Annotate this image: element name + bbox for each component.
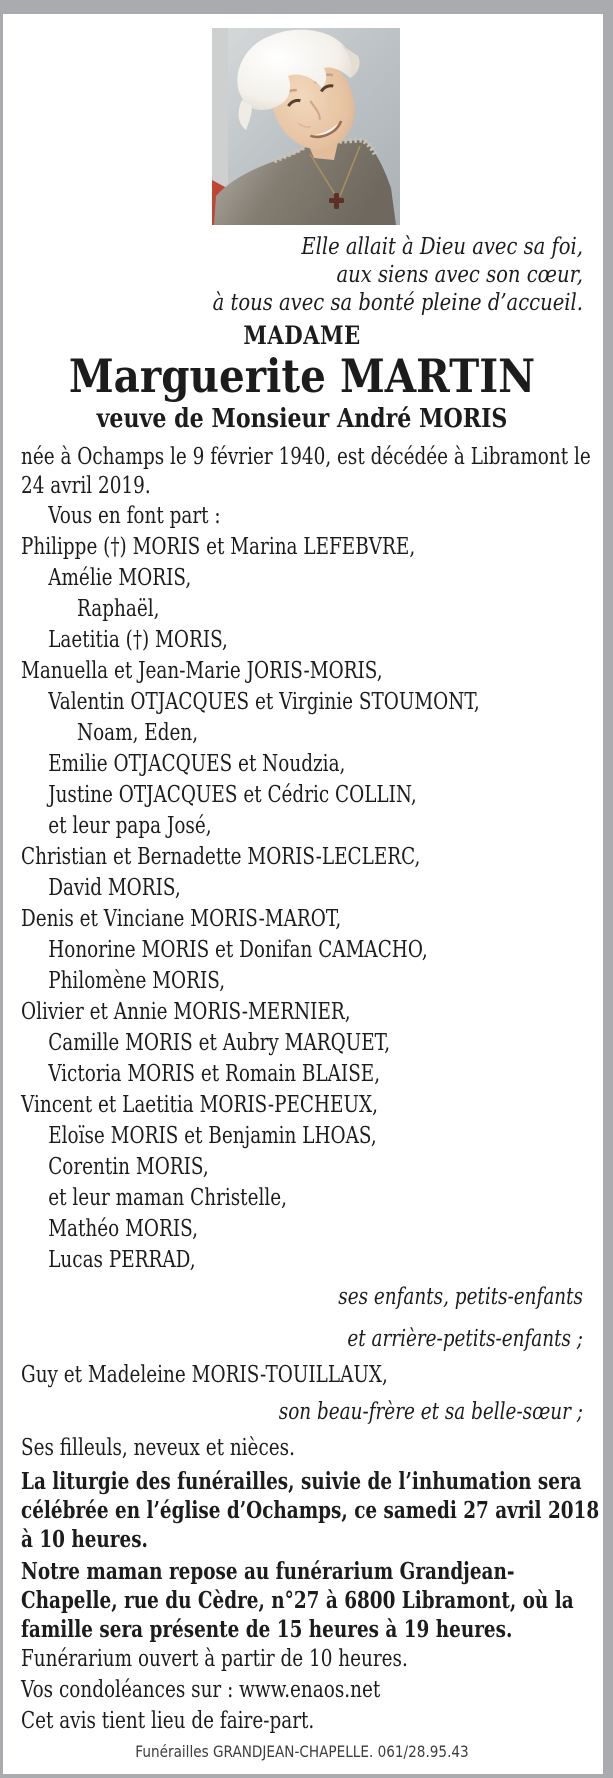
funeral-home-footer: Funérailles GRANDJEAN-CHAPELLE. 061/28.95.43 [135,1742,469,1761]
family-row: et leur maman Christelle, [48,1185,287,1211]
family-row: Emilie OTJACQUES et Noudzia, [48,751,346,777]
family-row: Denis et Vinciane MORIS-MAROT, [21,906,342,932]
ceremony-paragraph [21,1467,600,1554]
birth-death-line: 24 avril 2019. [21,473,151,499]
ceremony-line: célébrée en l’église d’Ochamps, ce samedi 27 avril 2018 [21,1497,600,1524]
family-list [21,501,583,1464]
repose-line: famille sera présente de 15 heures à 19 heures. [21,1616,513,1643]
ceremony-line: La liturgie des funérailles, suivie de l’inhumation sera [21,1468,582,1495]
family-row: Valentin OTJACQUES et Virginie STOUMONT, [48,689,480,715]
family-row: Olivier et Annie MORIS-MERNIER, [21,999,351,1025]
family-row: et leur papa José, [48,813,212,839]
family-row: Ses filleuls, neveux et nièces. [21,1435,295,1461]
epitaph-quote [21,233,583,317]
family-row: Raphaël, [77,596,160,622]
family-row: Corentin MORIS, [48,1154,209,1180]
repose-line: Notre maman repose au funérarium Grandjean- [21,1558,515,1585]
family-row: Lucas PERRAD, [48,1247,196,1273]
family-row: Philomène MORIS, [48,968,226,994]
birth-death-paragraph [21,443,591,501]
family-row: Vincent et Laetitia MORIS-PECHEUX, [21,1092,378,1118]
portrait-photo [212,28,400,225]
family-row: Eloïse MORIS et Benjamin LHOAS, [48,1123,377,1149]
honorific-label: MADAME [243,321,361,350]
repose-paragraph [21,1557,583,1644]
closing-line: Cet avis tient lieu de faire-part. [21,1708,315,1734]
birth-death-line: née à Ochamps le 9 février 1940, est décédée à Libramont le [21,444,591,470]
family-row: et arrière-petits-enfants ; [347,1326,583,1352]
family-row: Mathéo MORIS, [48,1216,198,1242]
family-row: Manuella et Jean-Marie JORIS-MORIS, [21,658,383,684]
family-row: Noam, Eden, [77,720,199,746]
family-row: David MORIS, [48,875,181,901]
notice-card [3,14,603,1774]
closing-line: Vos condoléances sur : www.enaos.net [21,1677,381,1703]
family-row: Philippe (†) MORIS et Marina LEFEBVRE, [21,534,416,560]
ceremony-line: à 10 heures. [21,1526,148,1553]
epitaph-line: à tous avec sa bonté pleine d’accueil. [212,290,583,316]
epitaph-line: Elle allait à Dieu avec sa foi, [301,234,583,260]
family-row: Honorine MORIS et Donifan CAMACHO, [48,937,428,963]
deceased-name: Marguerite MARTIN [68,349,536,403]
family-row: Vous en font part : [48,503,221,529]
family-row: Amélie MORIS, [48,565,192,591]
closing-line: Funérarium ouvert à partir de 10 heures. [21,1646,408,1672]
portrait-illustration [212,28,400,225]
family-row: son beau-frère et sa belle-sœur ; [278,1399,583,1425]
family-row: Christian et Bernadette MORIS-LECLERC, [21,844,421,870]
family-row: Victoria MORIS et Romain BLAISE, [48,1061,381,1087]
family-row: ses enfants, petits-enfants [338,1284,583,1310]
family-row: Camille MORIS et Aubry MARQUET, [48,1030,391,1056]
closing-lines [21,1644,583,1737]
family-row: Guy et Madeleine MORIS-TOUILLAUX, [21,1362,388,1388]
family-row: Justine OTJACQUES et Cédric COLLIN, [48,782,417,808]
family-row: Laetitia (†) MORIS, [48,627,228,653]
repose-line: Chapelle, rue du Cèdre, n°27 à 6800 Libramont, où la [21,1587,574,1614]
widow-subtitle: veuve de Monsieur André MORIS [96,404,508,434]
epitaph-line: aux siens avec son cœur, [336,262,583,288]
